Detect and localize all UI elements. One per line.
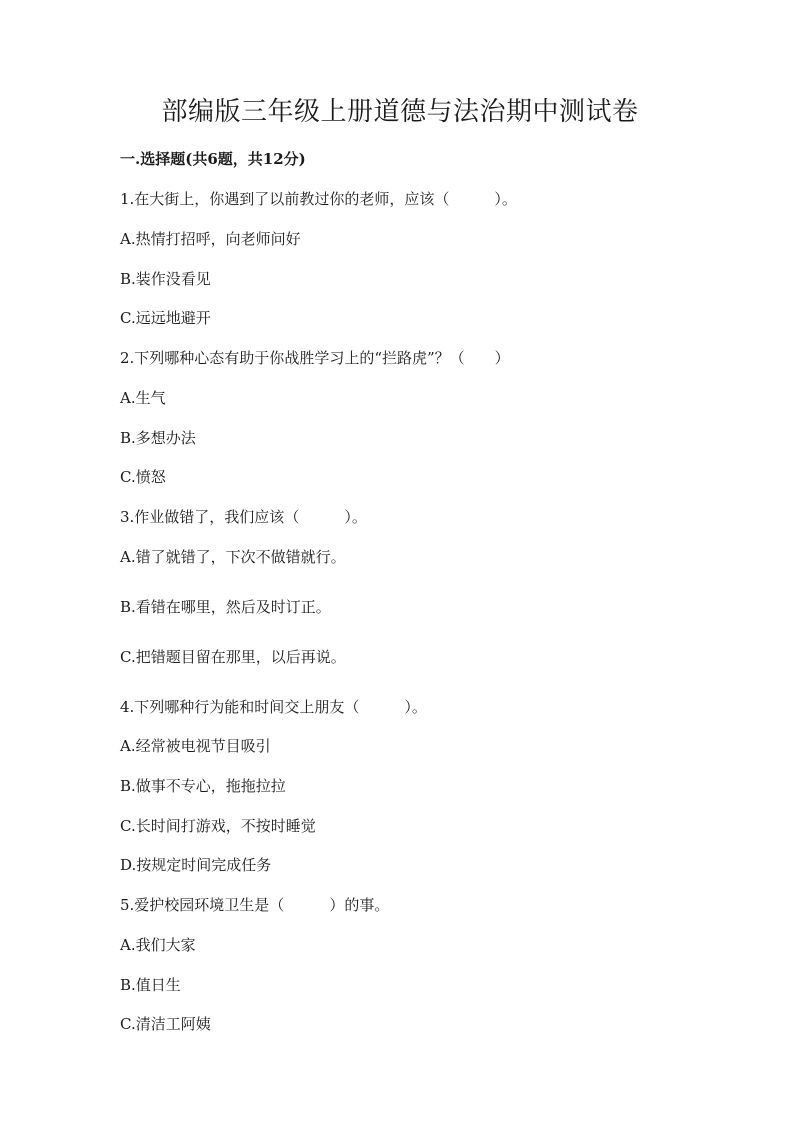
answer-option: A.生气: [120, 389, 166, 407]
section-title: 一.选择题(共6题，共12分): [120, 150, 306, 168]
answer-option: D.按规定时间完成任务: [120, 856, 272, 874]
answer-option: B.做事不专心，拖拖拉拉: [120, 777, 286, 795]
question-stem: 3.作业做错了，我们应该（ ）。: [120, 508, 367, 526]
answer-option: A.我们大家: [120, 936, 196, 954]
answer-option: C.远远地避开: [120, 309, 211, 327]
answer-option: B.多想办法: [120, 429, 196, 447]
answer-option: C.把错题目留在那里，以后再说。: [120, 648, 346, 666]
answer-option: B.装作没看见: [120, 270, 211, 288]
answer-option: B.看错在哪里，然后及时订正。: [120, 598, 331, 616]
answer-option: A.错了就错了，下次不做错就行。: [120, 548, 346, 566]
answer-option: B.值日生: [120, 976, 181, 994]
answer-option: A.热情打招呼，向老师问好: [120, 230, 301, 248]
question-stem: 1.在大街上，你遇到了以前教过你的老师，应该（ ）。: [120, 190, 517, 208]
question-stem: 2.下列哪种心态有助于你战胜学习上的“拦路虎”？（ ）: [120, 349, 510, 367]
page-title: 部编版三年级上册道德与法治期中测试卷: [161, 97, 639, 127]
answer-option: C.愤怒: [120, 468, 166, 486]
answer-option: C.清洁工阿姨: [120, 1015, 211, 1033]
question-stem: 5.爱护校园环境卫生是（ ）的事。: [120, 896, 390, 914]
answer-option: C.长时间打游戏，不按时睡觉: [120, 817, 316, 835]
answer-option: A.经常被电视节目吸引: [120, 737, 271, 755]
question-stem: 4.下列哪种行为能和时间交上朋友（ ）。: [120, 698, 427, 716]
